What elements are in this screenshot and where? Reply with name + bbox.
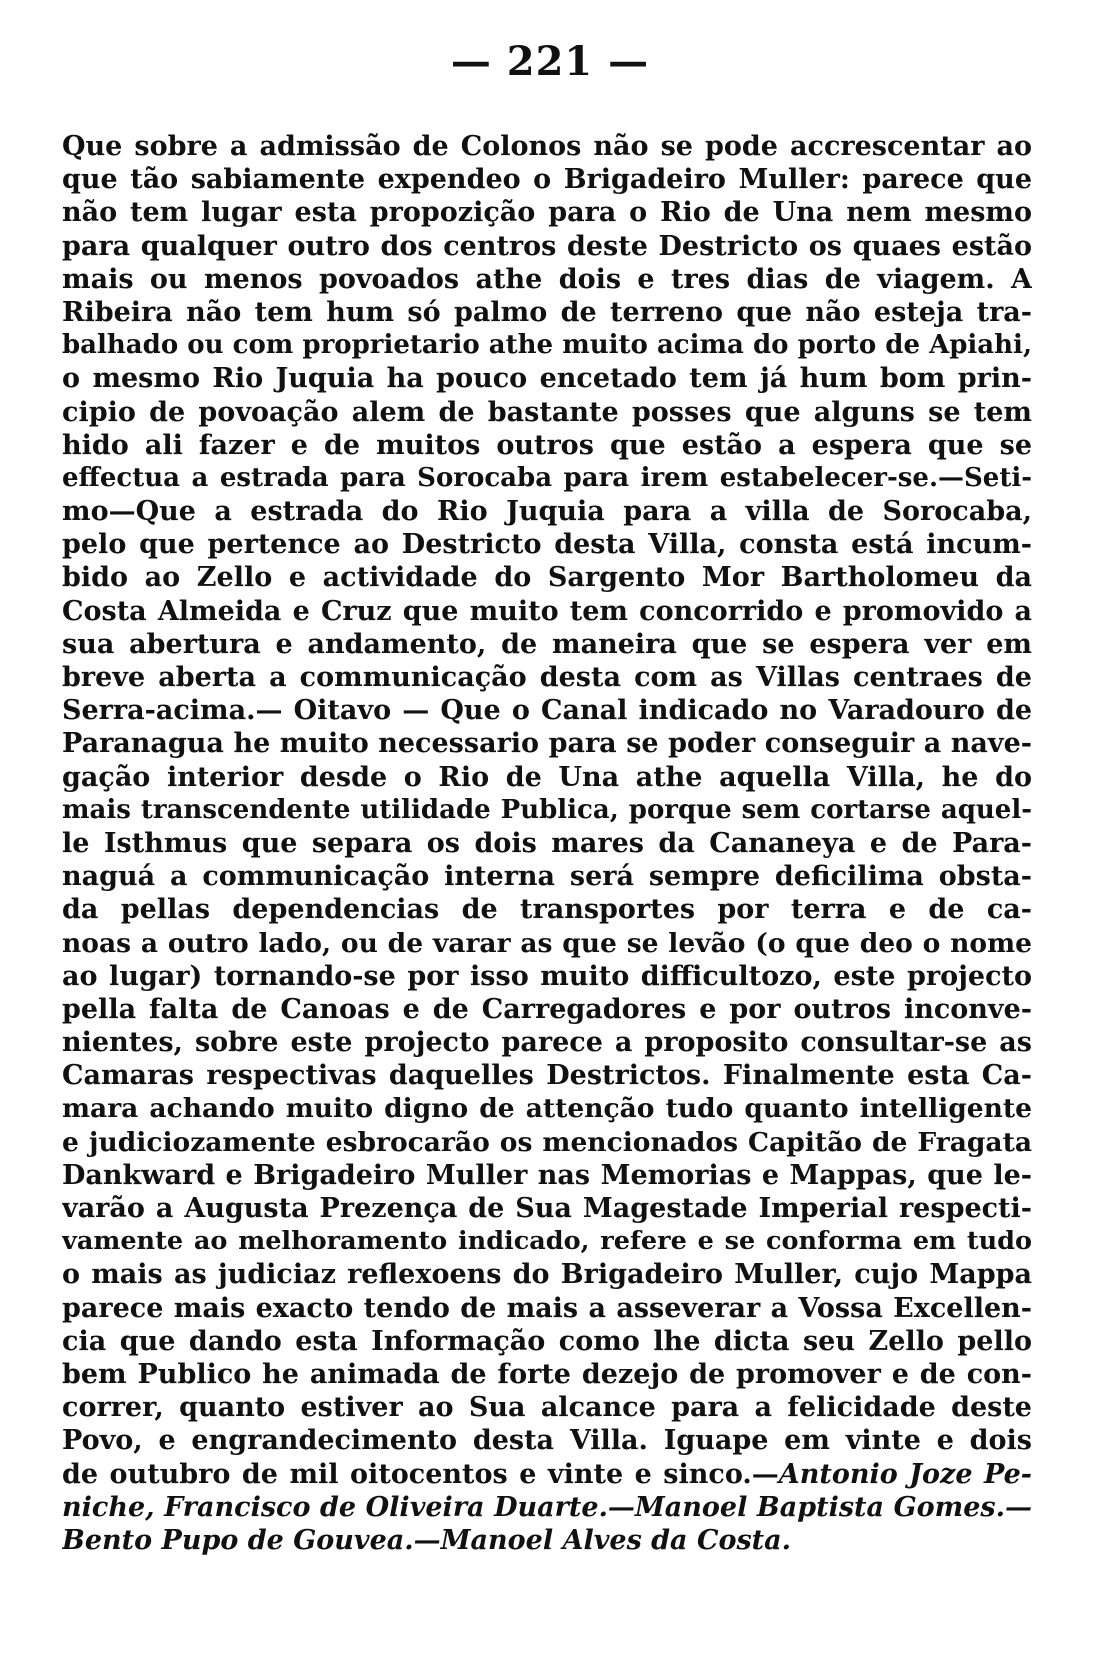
text-line: cia que dando esta Informação como lhe dicta seu Zello pello [62, 1325, 1032, 1357]
text-line: gação interior desde o Rio de Una athe aquella Villa, he do [62, 761, 1032, 793]
text-line: Serra-acima.— Oitavo — Que o Canal indicado no Varadouro de [62, 695, 1032, 727]
text-line: mara achando muito digno de attenção tudo quanto intelligente [62, 1093, 1032, 1125]
text-line: sua abertura e andamento, de maneira que se espera ver em [62, 628, 1032, 660]
text-line: nientes, sobre este projecto parece a proposito consultar-se as [62, 1027, 1032, 1059]
signature-line: Bento Pupo de Gouvea.—Manoel Alves da Costa. [62, 1524, 792, 1556]
text-line: mais transcendente utilidade Publica, porque sem cortarse aquel- [62, 794, 1032, 825]
text-line: balhado ou com proprietario athe muito acima do porto de Apiahi, [62, 330, 1032, 361]
text-line: le Isthmus que separa os dois mares da Cananeya e de Para- [62, 827, 1032, 859]
signature-text: Antonio Joze Pe- [778, 1458, 1032, 1490]
text-line: que tão sabiamente expendeo o Brigadeiro Muller: parece que [62, 164, 1032, 196]
text-line: não tem lugar esta propozição para o Rio de Una nem mesmo [62, 197, 1032, 229]
text-line: o mesmo Rio Juquia ha pouco encetado tem já hum bom prin- [62, 363, 1032, 395]
signature-line: niche, Francisco de Oliveira Duarte.—Manoel Baptista Gomes.— [62, 1491, 1032, 1523]
text-line: bido ao Zello e actividade do Sargento Mor Bartholomeu da [62, 562, 1032, 594]
text-line: correr, quanto estiver ao Sua alcance para a felicidade deste [62, 1392, 1032, 1424]
text-line: cipio de povoação alem de bastante posses que alguns se tem [62, 396, 1032, 428]
text-line: vamente ao melhoramento indicado, refere e se conforma em tudo [62, 1226, 1032, 1257]
text-line: bem Publico he animada de forte dezejo de promover e de con- [62, 1358, 1032, 1390]
text-line: Dankward e Brigadeiro Muller nas Memorias e Mappas, que le- [62, 1159, 1032, 1191]
text-line: ao lugar) tornando-se por isso muito difficultozo, este projecto [62, 960, 1032, 992]
text-line: mo—Que a estrada do Rio Juquia para a villa de Sorocaba, [62, 496, 1032, 528]
text-line: Ribeira não tem hum só palmo de terreno que não esteja tra- [62, 296, 1032, 328]
text-line: hido ali fazer e de muitos outros que estão a espera que se [62, 429, 1032, 461]
text-line: Que sobre a admissão de Colonos não se pode accrescentar ao [62, 131, 1032, 162]
text-line: Camaras respectivas daquelles Destrictos. Finalmente esta Ca- [62, 1060, 1032, 1092]
text-line: pelo que pertence ao Destricto desta Villa, consta está incum- [62, 529, 1032, 561]
text-line: Paranagua he muito necessario para se poder conseguir a nave- [62, 728, 1032, 760]
text-line: e judiciozamente esbrocarão os mencionados Capitão de Fragata [62, 1126, 1032, 1158]
text-line: pella falta de Canoas e de Carregadores e por outros inconve- [62, 993, 1032, 1025]
text-line: o mais as judiciaz reflexoens do Brigadeiro Muller, cujo Mappa [62, 1259, 1032, 1291]
text-line: naguá a communicação interna será sempre deficilima obsta- [62, 861, 1032, 893]
text-line: mais ou menos povoados athe dois e tres dias de viagem. A [62, 263, 1032, 295]
text-line: noas a outro lado, ou de varar as que se levão (o que deo o nome [62, 927, 1032, 959]
text-line: breve aberta a communicação desta com as Villas centraes de [62, 662, 1032, 693]
text-line: Povo, e engrandecimento desta Villa. Iguape em vinte e dois [62, 1425, 1032, 1457]
text-line: effectua a estrada para Sorocaba para irem estabelecer-se.—Seti- [62, 462, 1032, 493]
closing-line [62, 1458, 1032, 1491]
text-line: varão a Augusta Prezença de Sua Magestade Imperial respecti- [62, 1193, 1032, 1224]
page-number: — 221 — [450, 38, 650, 85]
closing-line-text: de outubro de mil oitocentos e vinte e sinco.— [62, 1458, 779, 1490]
text-line: da pellas dependencias de transportes por terra e de ca- [62, 894, 1032, 926]
body-text [62, 130, 1032, 1557]
text-line: para qualquer outro dos centros deste Destricto os quaes estão [62, 230, 1032, 262]
text-line: parece mais exacto tendo de mais a asseverar a Vossa Excellen- [62, 1292, 1032, 1324]
text-line: Costa Almeida e Cruz que muito tem concorrido e promovido a [62, 595, 1032, 627]
